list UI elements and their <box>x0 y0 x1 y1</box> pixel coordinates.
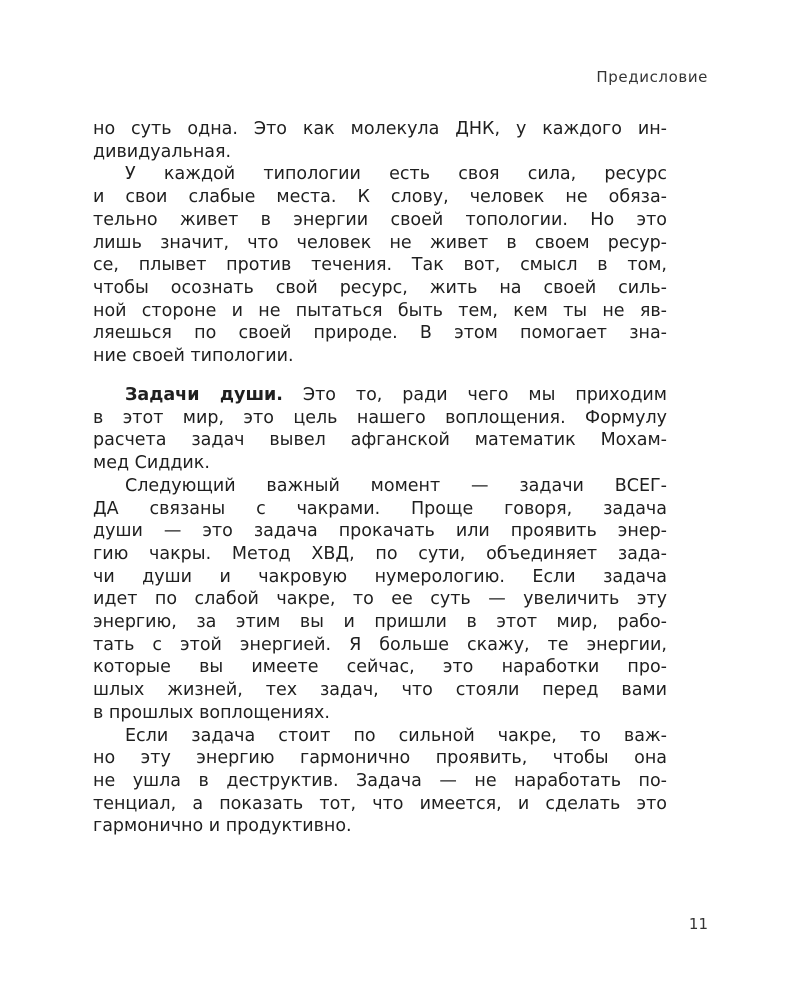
text-line: дивидуальная. <box>93 141 232 162</box>
text-line: ной стороне и не пытаться быть тем, кем ты не яв- <box>93 300 667 321</box>
text-line: мед Сиддик. <box>93 453 210 474</box>
text-line: чи души и чакровую нумерологию. Если задача <box>93 566 667 587</box>
paragraph <box>93 475 667 725</box>
text-line: лишь значит, что человек не живет в своем ресур- <box>93 232 667 253</box>
body-text-top <box>93 118 667 368</box>
text-line <box>93 384 667 407</box>
text-line: не ушла в деструктив. Задача — не наработать по- <box>93 770 667 791</box>
text-line: идет по слабой чакре, то ее суть — увеличить эту <box>93 589 667 610</box>
text-fragment: Это то, ради чего мы приходим <box>282 385 668 405</box>
text-line: но суть одна. Это как молекула ДНК, у каждого ин- <box>93 119 667 139</box>
text-line: Следующий важный момент — задачи ВСЕГ- <box>125 475 667 496</box>
section-lead: Задачи души. <box>125 385 283 405</box>
body-text-bottom <box>93 384 667 838</box>
text-line: чтобы осознать свой ресурс, жить на своей силь- <box>93 277 667 298</box>
paragraph <box>93 118 667 163</box>
text-line: тенциал, а показать тот, что имеется, и сделать это <box>93 793 667 814</box>
paragraph <box>93 725 667 839</box>
text-line: се, плывет против течения. Так вот, смысл в том, <box>93 255 667 276</box>
text-line: тать с этой энергией. Я больше скажу, те энергии, <box>93 634 667 655</box>
text-line: в этот мир, это цель нашего воплощения. Формулу <box>93 407 667 428</box>
text-line: но эту энергию гармонично проявить, чтобы она <box>93 748 667 769</box>
text-line: Если задача стоит по сильной чакре, то важ- <box>125 725 667 746</box>
text-line: ДА связаны с чакрами. Проще говоря, задача <box>93 498 667 519</box>
paragraph <box>93 384 667 475</box>
running-header: Предисловие <box>596 68 708 86</box>
text-line: в прошлых воплощениях. <box>93 702 330 723</box>
text-line: энергию, за этим вы и пришли в этот мир, рабо- <box>93 612 667 633</box>
text-line: ние своей типологии. <box>93 346 294 367</box>
text-line: У каждой типологии есть своя сила, ресурс <box>125 164 667 185</box>
text-line: которые вы имеете сейчас, это наработки про- <box>93 657 667 678</box>
text-line: расчета задач вывел афганской математик Мохам- <box>93 430 667 451</box>
text-line: шлых жизней, тех задач, что стояли перед вами <box>93 680 667 701</box>
page-number: 11 <box>688 915 708 933</box>
text-line: и свои слабые места. К слову, человек не обяза- <box>93 187 667 208</box>
text-line: тельно живет в энергии своей топологии. Но это <box>93 209 667 230</box>
text-line: гию чакры. Метод ХВД, по сути, объединяет зада- <box>93 543 667 564</box>
text-line: души — это задача прокачать или проявить энер- <box>93 521 667 542</box>
text-line: ляешься по своей природе. В этом помогает зна- <box>93 323 667 344</box>
text-line: гармонично и продуктивно. <box>93 816 352 837</box>
paragraph <box>93 163 667 367</box>
